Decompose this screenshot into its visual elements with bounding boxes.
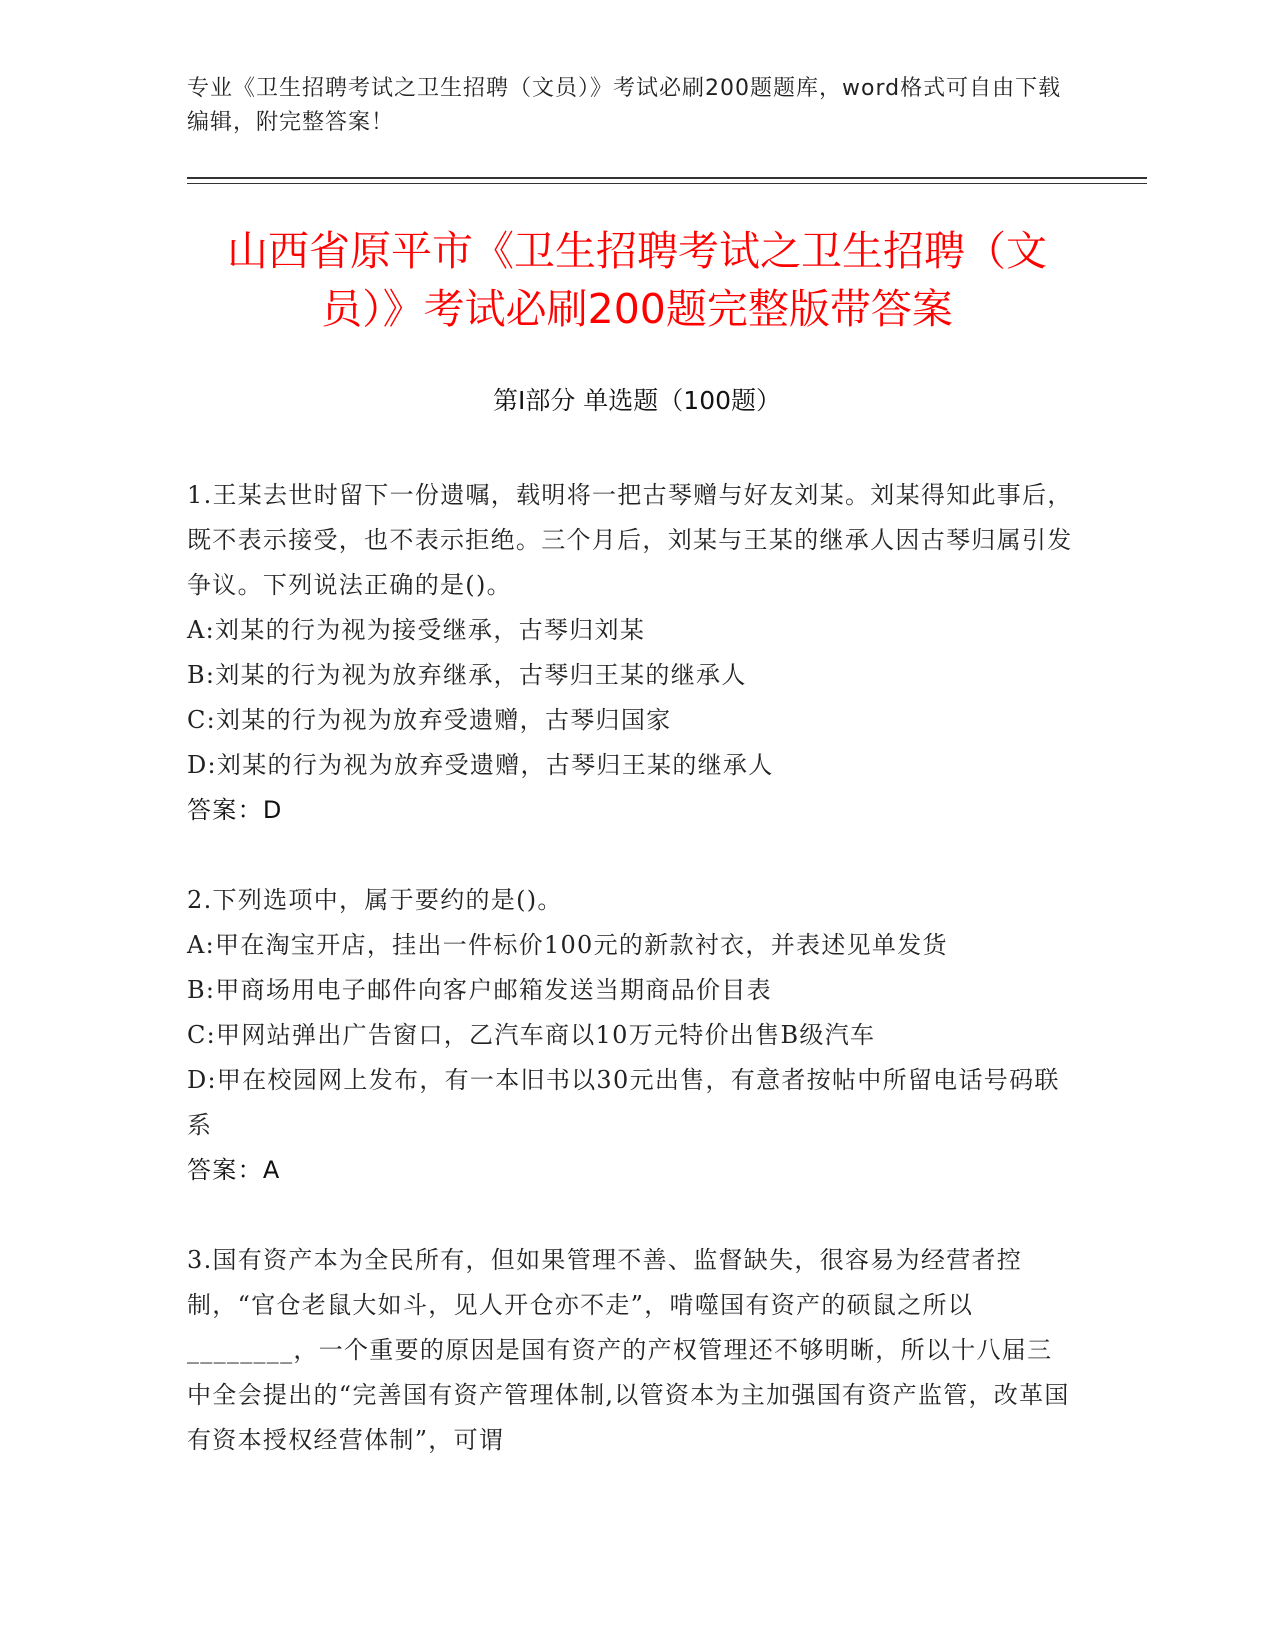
option-a: A:甲在淘宝开店，挂出一件标价100元的新款衬衣，并表述见单发货 bbox=[187, 931, 948, 959]
question-stem: 2.下列选项中，属于要约的是()。 bbox=[187, 886, 563, 914]
section-heading: 第I部分 单选题（100题） bbox=[492, 386, 782, 415]
header-divider-thick bbox=[187, 177, 1147, 179]
option-d: D:刘某的行为视为放弃受遗赠，古琴归王某的继承人 bbox=[187, 751, 774, 779]
header-note: 专业《卫生招聘考试之卫生招聘（文员）》考试必刷200题题库，word格式可自由下载编辑，附完整答案！ bbox=[187, 76, 1062, 135]
question-3 bbox=[187, 1238, 1077, 1463]
document-title: 山西省原平市《卫生招聘考试之卫生招聘（文员）》考试必刷200题完整版带答案 bbox=[227, 227, 1047, 333]
option-d: D:甲在校园网上发布，有一本旧书以30元出售，有意者按帖中所留电话号码联系 bbox=[187, 1066, 1060, 1139]
question-2 bbox=[187, 878, 1077, 1193]
option-b: B:刘某的行为视为放弃继承，古琴归王某的继承人 bbox=[187, 661, 747, 689]
header-divider-thin bbox=[187, 183, 1147, 184]
answer: 答案：A bbox=[187, 1156, 281, 1184]
option-c: C:刘某的行为视为放弃受遗赠，古琴归国家 bbox=[187, 706, 672, 734]
question-stem: 1.王某去世时留下一份遗嘱，载明将一把古琴赠与好友刘某。刘某得知此事后，既不表示接受，也不表示拒绝。三个月后，刘某与王某的继承人因古琴归属引发争议。下列说法正确的是()。 bbox=[187, 481, 1073, 599]
answer: 答案：D bbox=[187, 796, 283, 824]
question-stem: 3.国有资产本为全民所有，但如果管理不善、监督缺失，很容易为经营者控制，“官仓老鼠大如斗，见人开仓亦不走”，啃噬国有资产的硕鼠之所以________，一个重要的原因是国有资产的产权管理还不够明晰，所以十八届三中全会提出的“完善国有资产管理体制,以管资本为主加强国有资产监管，改革国有资本授权经营体制”，可谓 bbox=[187, 1246, 1070, 1454]
option-a: A:刘某的行为视为接受继承，古琴归刘某 bbox=[187, 616, 646, 644]
question-list bbox=[187, 473, 1077, 1508]
option-c: C:甲网站弹出广告窗口，乙汽车商以10万元特价出售B级汽车 bbox=[187, 1021, 876, 1049]
question-1 bbox=[187, 473, 1077, 833]
option-b: B:甲商场用电子邮件向客户邮箱发送当期商品价目表 bbox=[187, 976, 772, 1004]
